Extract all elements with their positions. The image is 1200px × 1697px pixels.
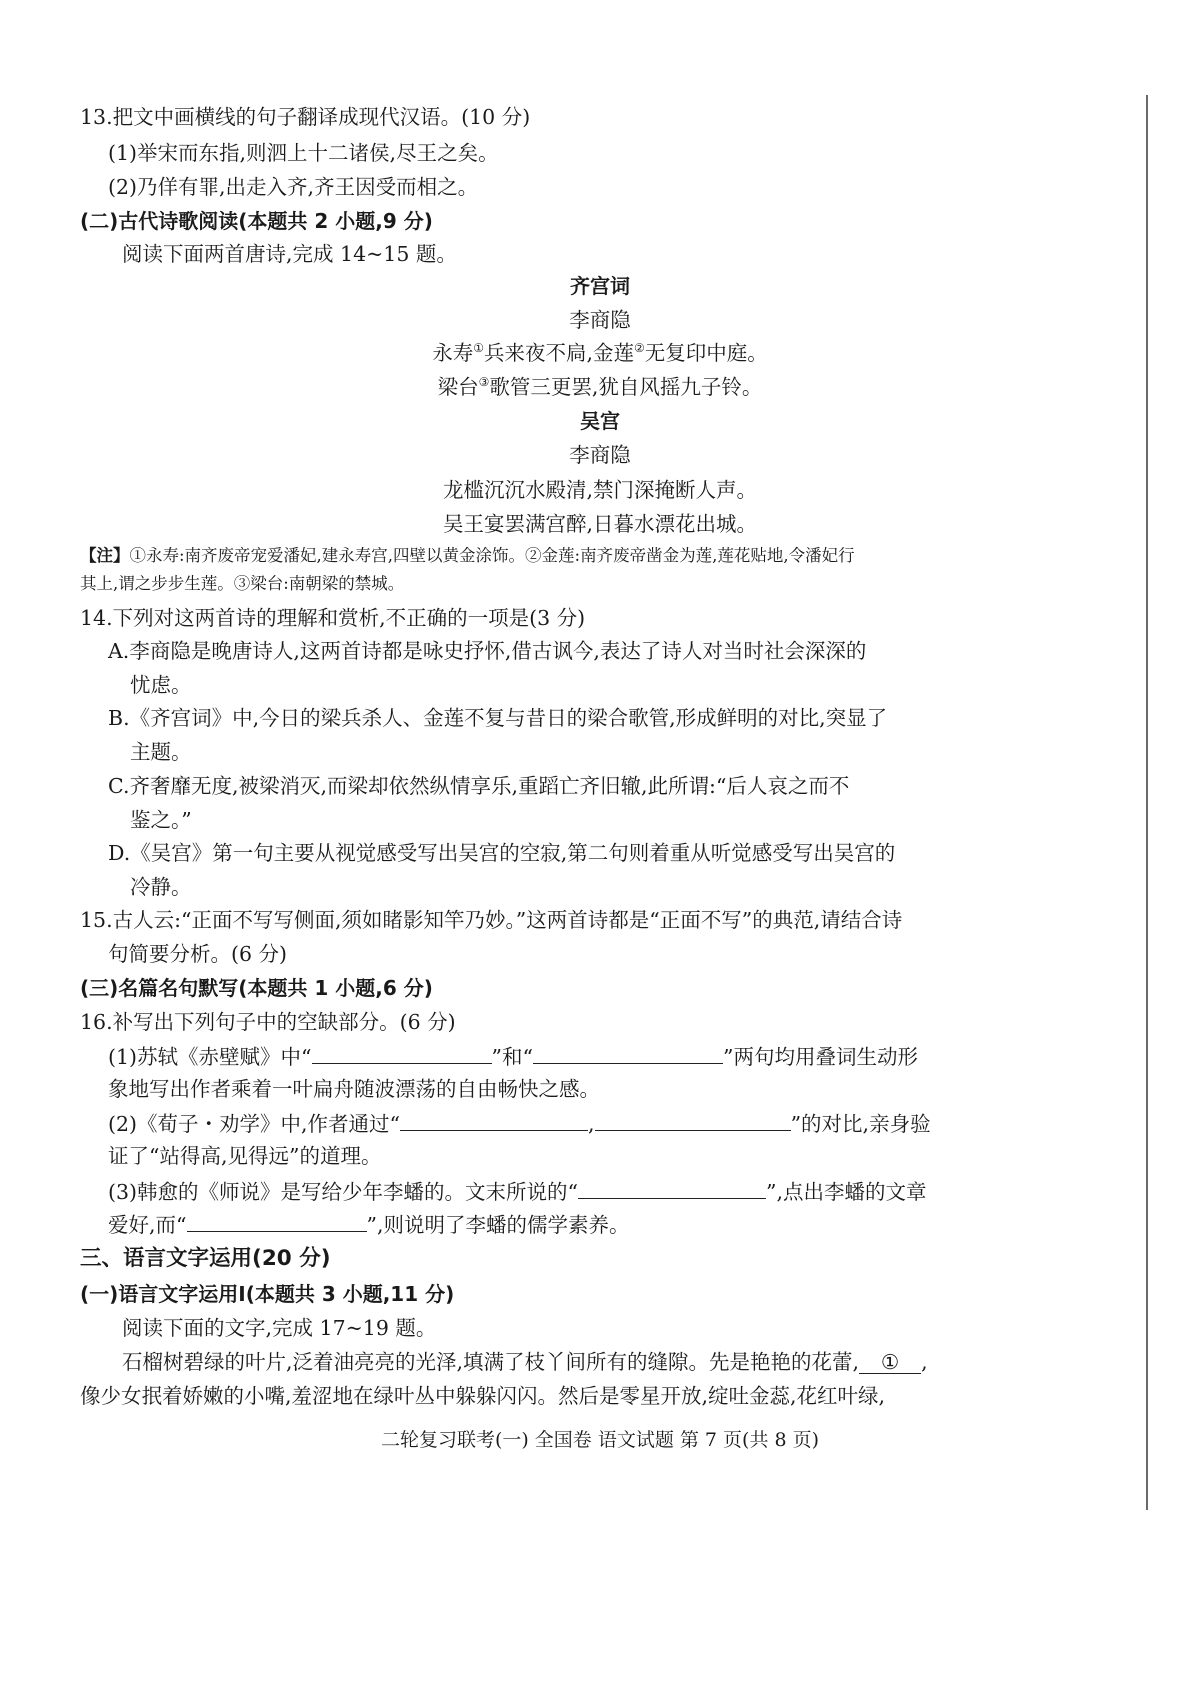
note-text-1: ①永寿:南齐废帝宠爱潘妃,建永寿宫,四壁以黄金涂饰。②金莲:南齐废帝凿金为莲,莲花贴地,令潘妃行 [129, 546, 855, 565]
note-mark-1: ① [473, 341, 484, 356]
poem2-line-1: 龙槛沉沉水殿清,禁门深掩断人声。 [442, 478, 757, 502]
q16-item-3-text-d: ”,则说明了李蟠的儒学素养。 [366, 1213, 630, 1237]
q16-item-2-text-a: (2)《荀子・劝学》中,作者通过“ [108, 1112, 401, 1136]
passage-line-2: 像少女抿着娇嫩的小嘴,羞涩地在绿叶丛中躲躲闪闪。然后是零星开放,绽吐金蕊,花红叶绿, [80, 1384, 886, 1408]
q16-item-1-cont: 象地写出作者乘着一叶扁舟随波漂荡的自由畅快之感。 [108, 1077, 600, 1101]
q14-option-a: A.李商隐是晚唐诗人,这两首诗都是咏史抒怀,借古讽今,表达了诗人对当时社会深深的 [108, 639, 867, 663]
answer-blank-2[interactable] [533, 1045, 723, 1064]
answer-blank-3[interactable] [400, 1112, 588, 1131]
q16-item-1-text-c: ”两句均用叠词生动形 [723, 1045, 918, 1069]
q16-item-2-text-b: , [588, 1112, 595, 1136]
q16-item-2 [108, 1112, 931, 1135]
poem2-author: 李商隐 [569, 443, 631, 467]
q14-option-a-cont: 忧虑。 [130, 673, 192, 697]
q14-option-d-cont: 冷静。 [130, 875, 192, 899]
q16-item-3-text-c: 爱好,而“ [108, 1213, 187, 1237]
q16-item-3-cont [108, 1213, 630, 1236]
poem2-line-2: 吴王宴罢满宫醉,日暮水漂花出城。 [442, 512, 757, 536]
poem1-title: 齐宫词 [570, 274, 630, 298]
q16-item-1-text-a: (1)苏轼《赤壁赋》中“ [108, 1045, 312, 1069]
section-3-intro: 阅读下面的文字,完成 17~19 题。 [122, 1316, 437, 1340]
q16-item-2-text-c: ”的对比,亲身验 [790, 1112, 931, 1136]
q13-sentence-1: (1)举宋而东指,则泗上十二诸侯,尽王之矣。 [108, 141, 499, 165]
note-label: 【注】 [80, 546, 130, 565]
passage-line-1-text: 石榴树碧绿的叶片,泛着油亮亮的光泽,填满了枝丫间所有的缝隙。先是艳艳的花蕾, [122, 1350, 860, 1374]
poem1-line-1-part-b: 兵来夜不扃,金莲 [483, 341, 635, 365]
poem1-line-2 [0, 377, 1200, 398]
q15-line-1: 15.古人云:“正面不写写侧面,须如睹影知竿乃妙。”这两首诗都是“正面不写”的典范,请结合诗 [80, 908, 903, 932]
poem2-title: 吴宫 [580, 409, 620, 433]
q16-item-2-cont: 证了“站得高,见得远”的道理。 [108, 1144, 382, 1168]
q16-item-3 [108, 1180, 927, 1203]
answer-blank-1[interactable] [312, 1045, 492, 1064]
section-poetry-heading: (二)古代诗歌阅读(本题共 2 小题,9 分) [80, 209, 433, 233]
q13-sentence-2: (2)乃佯有罪,出走入齐,齐王因受而相之。 [108, 175, 479, 199]
q16-item-3-text-b: ”,点出李蟠的文章 [766, 1180, 927, 1204]
note-mark-2: ② [634, 341, 645, 356]
section-recite-heading: (三)名篇名句默写(本题共 1 小题,6 分) [80, 976, 433, 1000]
q14-stem: 14.下列对这两首诗的理解和赏析,不正确的一项是(3 分) [80, 606, 586, 630]
note-mark-3: ③ [478, 375, 490, 390]
q16-stem: 16.补写出下列句子中的空缺部分。(6 分) [80, 1010, 456, 1034]
q15-line-2: 句简要分析。(6 分) [108, 942, 288, 966]
q14-option-c-cont: 鉴之。” [130, 808, 192, 832]
q16-item-1-text-b: ”和“ [491, 1045, 533, 1069]
q14-option-b-cont: 主题。 [130, 740, 192, 764]
answer-blank-5[interactable] [578, 1180, 766, 1199]
q16-item-1 [108, 1045, 918, 1068]
poem1-line-2-part-b: 歌管三更罢,犹自风摇九子铃。 [489, 375, 763, 399]
poem1-line-1-part-a: 永寿 [432, 341, 474, 365]
poem1-author: 李商隐 [569, 308, 631, 332]
section-3-heading: 三、语言文字运用(20 分) [80, 1246, 331, 1271]
note-line-2: 其上,谓之步步生莲。③梁台:南朝梁的禁城。 [80, 574, 405, 593]
q16-item-3-text-a: (3)韩愈的《师说》是写给少年李蟠的。文末所说的“ [108, 1180, 579, 1204]
q14-option-c: C.齐奢靡无度,被梁消灭,而梁却依然纵情享乐,重蹈亡齐旧辙,此所谓:“后人哀之而不 [108, 774, 850, 798]
margin-rule [1146, 95, 1148, 1510]
q14-option-d: D.《吴宫》第一句主要从视觉感受写出吴宫的空寂,第二句则着重从听觉感受写出吴宫的 [108, 841, 896, 865]
answer-blank-6[interactable] [187, 1213, 367, 1232]
section-3-sub-heading: (一)语言文字运用Ⅰ(本题共 3 小题,11 分) [80, 1282, 455, 1306]
answer-blank-4[interactable] [595, 1112, 791, 1131]
q13-stem: 13.把文中画横线的句子翻译成现代汉语。(10 分) [80, 105, 531, 129]
poem1-line-1-part-c: 无复印中庭。 [644, 341, 768, 365]
note-line-1 [80, 548, 855, 565]
section-poetry-intro: 阅读下面两首唐诗,完成 14~15 题。 [122, 242, 457, 266]
passage-blank-1[interactable]: ① [859, 1352, 921, 1374]
poem1-line-2-part-a: 梁台 [437, 375, 479, 399]
passage-line-1 [122, 1352, 928, 1374]
passage-line-1-comma: , [921, 1350, 928, 1374]
poem1-line-1 [0, 343, 1200, 364]
page-footer: 二轮复习联考(一) 全国卷 语文试题 第 7 页(共 8 页) [380, 1429, 820, 1451]
q14-option-b: B.《齐宫词》中,今日的梁兵杀人、金莲不复与昔日的梁合歌管,形成鲜明的对比,突显了 [108, 706, 888, 730]
